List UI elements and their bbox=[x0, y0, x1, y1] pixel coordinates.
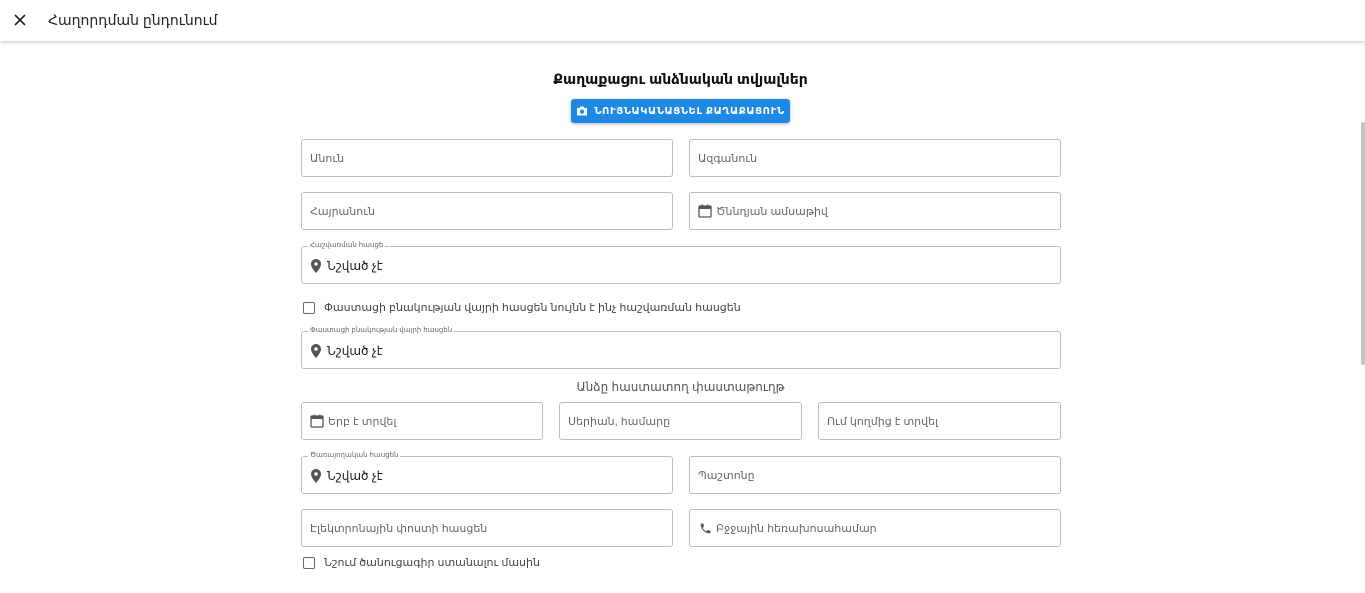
work-address-field[interactable] bbox=[301, 452, 673, 494]
actual-address-label: Փաստացի բնակության վայրի հասցեն bbox=[310, 327, 453, 334]
birth-date-placeholder: Ծննդյան ամսաթիվ bbox=[716, 206, 828, 218]
first-name-placeholder: Անուն bbox=[310, 153, 345, 165]
notify-label: Նշում ծանուցագիր ստանալու մասին bbox=[324, 557, 540, 569]
mobile-phone-input[interactable] bbox=[689, 509, 1061, 547]
page-title: Հաղորդման ընդունում bbox=[48, 12, 218, 28]
identify-citizen-label: ՆՈՒՅՆԱԿԱՆԱՑՆԵԼ ՔԱՂԱՔԱՑՈՒՆ bbox=[594, 105, 785, 117]
position-input[interactable] bbox=[689, 456, 1061, 494]
top-bar bbox=[0, 0, 1365, 41]
last-name-input[interactable] bbox=[689, 139, 1061, 177]
work-address-label: Ծառայողական հասցեն bbox=[310, 452, 399, 459]
id-document-heading: Անձը հաստատող փաստաթուղթ bbox=[576, 380, 785, 394]
same-address-checkbox[interactable] bbox=[303, 302, 315, 314]
location-pin-icon bbox=[311, 259, 321, 273]
scrollbar[interactable] bbox=[1361, 122, 1365, 365]
issue-date-placeholder: Երբ է տրվել bbox=[328, 416, 397, 428]
calendar-icon bbox=[698, 204, 712, 218]
actual-address-field[interactable] bbox=[301, 327, 1061, 369]
section-title: Քաղաքացու անձնական տվյալներ bbox=[553, 71, 808, 87]
same-address-label: Փաստացի բնակության վայրի հասցեն նույնն է ինչ հաշվառման հասցեն bbox=[324, 302, 741, 314]
same-address-row bbox=[303, 301, 741, 314]
identify-citizen-button[interactable] bbox=[571, 99, 790, 123]
notify-row bbox=[303, 556, 540, 569]
registration-address-field[interactable] bbox=[301, 242, 1061, 284]
registration-address-value: Նշված չէ bbox=[327, 259, 383, 273]
issued-by-input[interactable] bbox=[818, 402, 1061, 440]
location-pin-icon bbox=[311, 469, 321, 483]
birth-date-input[interactable] bbox=[689, 192, 1061, 230]
patronymic-input[interactable] bbox=[301, 192, 673, 230]
series-number-input[interactable] bbox=[559, 402, 802, 440]
email-placeholder: Էլեկտրոնային փոստի հասցեն bbox=[310, 523, 488, 535]
camera-icon bbox=[576, 106, 588, 116]
location-pin-icon bbox=[311, 344, 321, 358]
calendar-icon bbox=[310, 414, 324, 428]
mobile-phone-placeholder: Բջջային հեռախոսահամար bbox=[716, 523, 877, 535]
issue-date-input[interactable] bbox=[301, 402, 543, 440]
notify-checkbox[interactable] bbox=[303, 557, 315, 569]
close-button[interactable] bbox=[10, 10, 30, 30]
work-address-value: Նշված չէ bbox=[327, 469, 383, 483]
phone-icon bbox=[699, 522, 712, 535]
last-name-placeholder: Ազգանուն bbox=[698, 153, 758, 165]
actual-address-value: Նշված չէ bbox=[327, 344, 383, 358]
position-placeholder: Պաշտոնը bbox=[698, 470, 755, 482]
email-input[interactable] bbox=[301, 509, 673, 547]
registration-address-label: Հաշվառման հասցե bbox=[310, 242, 384, 249]
close-icon bbox=[14, 14, 26, 26]
patronymic-placeholder: Հայրանուն bbox=[310, 206, 375, 218]
first-name-input[interactable] bbox=[301, 139, 673, 177]
issued-by-placeholder: Ում կողմից է տրվել bbox=[827, 416, 939, 428]
series-number-placeholder: Սերիան, համարը bbox=[568, 416, 671, 428]
